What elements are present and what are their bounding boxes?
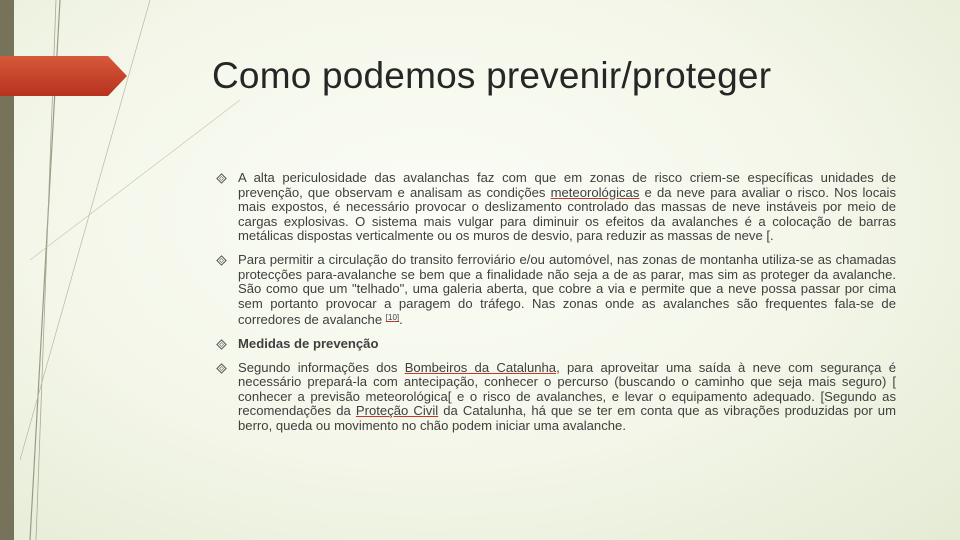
diamond-outline-icon [216, 363, 227, 374]
bullet-text: . [770, 228, 774, 244]
bullet-text: A alta periculosidade das avalanchas faz com que em zonas de risco criem-se específicas unidades de prevenção, que observam e analisam as condições [238, 170, 896, 200]
bullet-text: Medidas de prevenção [238, 335, 379, 351]
bullet-item [216, 171, 896, 244]
hyperlink[interactable]: [ [766, 228, 771, 244]
bullet-text: . [399, 312, 403, 328]
bullet-text: e o risco de avalanches, e levar o equipamento adequado. [451, 388, 821, 404]
hyperlink[interactable]: Proteção Civil [355, 403, 439, 419]
bullet-item [216, 361, 896, 434]
bullet-text: da Catalunha, há que se ter em conta que as vibrações produzidas por um berro, queda ou movimento no chão podem iniciar uma avalanche. [238, 403, 896, 433]
bullet-item [216, 253, 896, 328]
diamond-outline-icon [216, 255, 227, 266]
hyperlink[interactable]: [ [447, 388, 452, 404]
hyperlink[interactable]: [ [820, 388, 825, 404]
bullet-text: , para aproveitar uma saída à neve com segurança é necessário prepará-la com antecipação, conhecer o percurso (buscando o caminho que seja mais seguro) [238, 359, 896, 390]
hyperlink[interactable]: [ [892, 374, 896, 390]
bullet-list [216, 171, 896, 434]
hyperlink[interactable]: meteorológicas [550, 184, 640, 200]
hyperlink[interactable]: Bombeiros da Catalunha [404, 359, 557, 375]
title-accent-tab [0, 56, 127, 96]
bullet-text: conhecer a previsão meteorológica [238, 388, 448, 404]
bullet-item [216, 337, 896, 352]
diamond-outline-icon [216, 173, 227, 184]
bullet-text: Segundo informações dos [238, 359, 405, 375]
bullet-text: Segundo as recomendações da [238, 388, 896, 419]
bullet-text: e da neve para avaliar o risco. Nos locais mais expostos, é necessário provocar o deslizamento controlado das massas de neve instáveis por meio de cargas explosivas. O sistema mais vulgar para diminuir os efeitos da avalanches é a colocação de barras metálicas dispostas verticalmente ou os muros de desvio, para reduzir as massas de neve [238, 184, 897, 244]
reference-link[interactable]: [10] [385, 313, 400, 323]
bullet-text: Para permitir a circulação do transito ferroviário e/ou automóvel, nas zonas de montanha utiliza-se as chamadas protecções para-avalanche se bem que a finalidade não seja a de as parar, mas sim as proteger da avalanche. São como que um "telhado", uma galeria aberta, que cobre a via e permite que a neve possa passar por cima sem portanto provocar a paragem do tráfego. Nas zonas onde as avalanches são frequentes fala-se de corredores de avalanche [238, 251, 896, 328]
slide-title: Como podemos prevenir/proteger [212, 55, 772, 96]
diamond-outline-icon [216, 339, 227, 350]
